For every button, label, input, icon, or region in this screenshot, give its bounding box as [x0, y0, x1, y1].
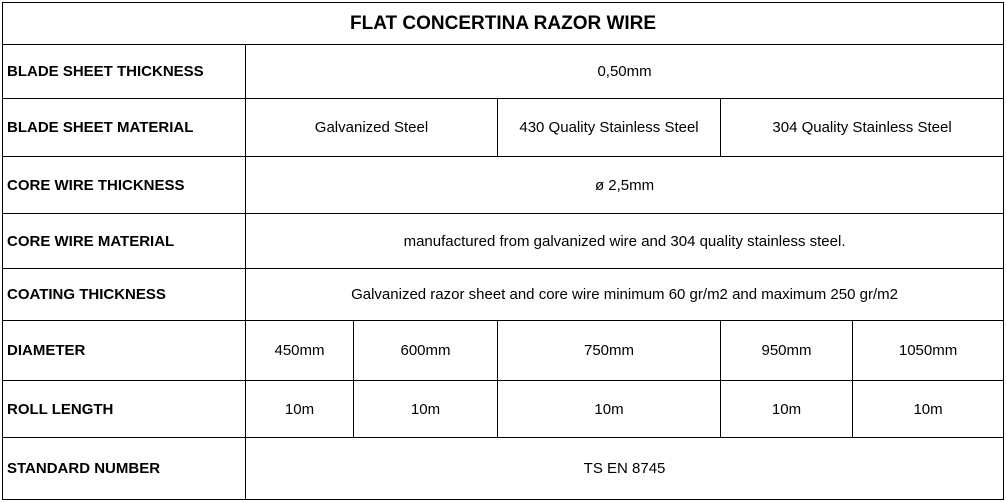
value-blade-material-430: 430 Quality Stainless Steel [498, 99, 721, 157]
row-coating-thickness [3, 269, 1004, 321]
label-core-wire-material: CORE WIRE MATERIAL [3, 214, 246, 269]
row-blade-sheet-thickness [3, 45, 1004, 99]
value-standard-number: TS EN 8745 [246, 438, 1004, 500]
row-blade-sheet-material [3, 99, 1004, 157]
table-title: FLAT CONCERTINA RAZOR WIRE [3, 3, 1004, 45]
title-row [3, 3, 1004, 45]
value-diameter-750: 750mm [498, 321, 721, 381]
value-coating-thickness: Galvanized razor sheet and core wire minimum 60 gr/m2 and maximum 250 gr/m2 [246, 269, 1004, 321]
value-diameter-600: 600mm [354, 321, 498, 381]
row-roll-length [3, 381, 1004, 438]
value-roll-length-1: 10m [246, 381, 354, 438]
value-core-wire-material: manufactured from galvanized wire and 304 quality stainless steel. [246, 214, 1004, 269]
row-core-wire-material [3, 214, 1004, 269]
value-blade-material-galvanized: Galvanized Steel [246, 99, 498, 157]
label-diameter: DIAMETER [3, 321, 246, 381]
value-diameter-1050: 1050mm [853, 321, 1004, 381]
row-diameter [3, 321, 1004, 381]
row-standard-number [3, 438, 1004, 500]
label-standard-number: STANDARD NUMBER [3, 438, 246, 500]
value-roll-length-2: 10m [354, 381, 498, 438]
row-core-wire-thickness [3, 157, 1004, 214]
value-blade-material-304: 304 Quality Stainless Steel [721, 99, 1004, 157]
label-core-wire-thickness: CORE WIRE THICKNESS [3, 157, 246, 214]
value-diameter-450: 450mm [246, 321, 354, 381]
value-core-wire-thickness: ø 2,5mm [246, 157, 1004, 214]
label-roll-length: ROLL LENGTH [3, 381, 246, 438]
value-diameter-950: 950mm [721, 321, 853, 381]
spec-table [2, 2, 1004, 500]
label-coating-thickness: COATING THICKNESS [3, 269, 246, 321]
value-roll-length-4: 10m [721, 381, 853, 438]
label-blade-sheet-thickness: BLADE SHEET THICKNESS [3, 45, 246, 99]
value-roll-length-3: 10m [498, 381, 721, 438]
label-blade-sheet-material: BLADE SHEET MATERIAL [3, 99, 246, 157]
value-roll-length-5: 10m [853, 381, 1004, 438]
value-blade-sheet-thickness: 0,50mm [246, 45, 1004, 99]
